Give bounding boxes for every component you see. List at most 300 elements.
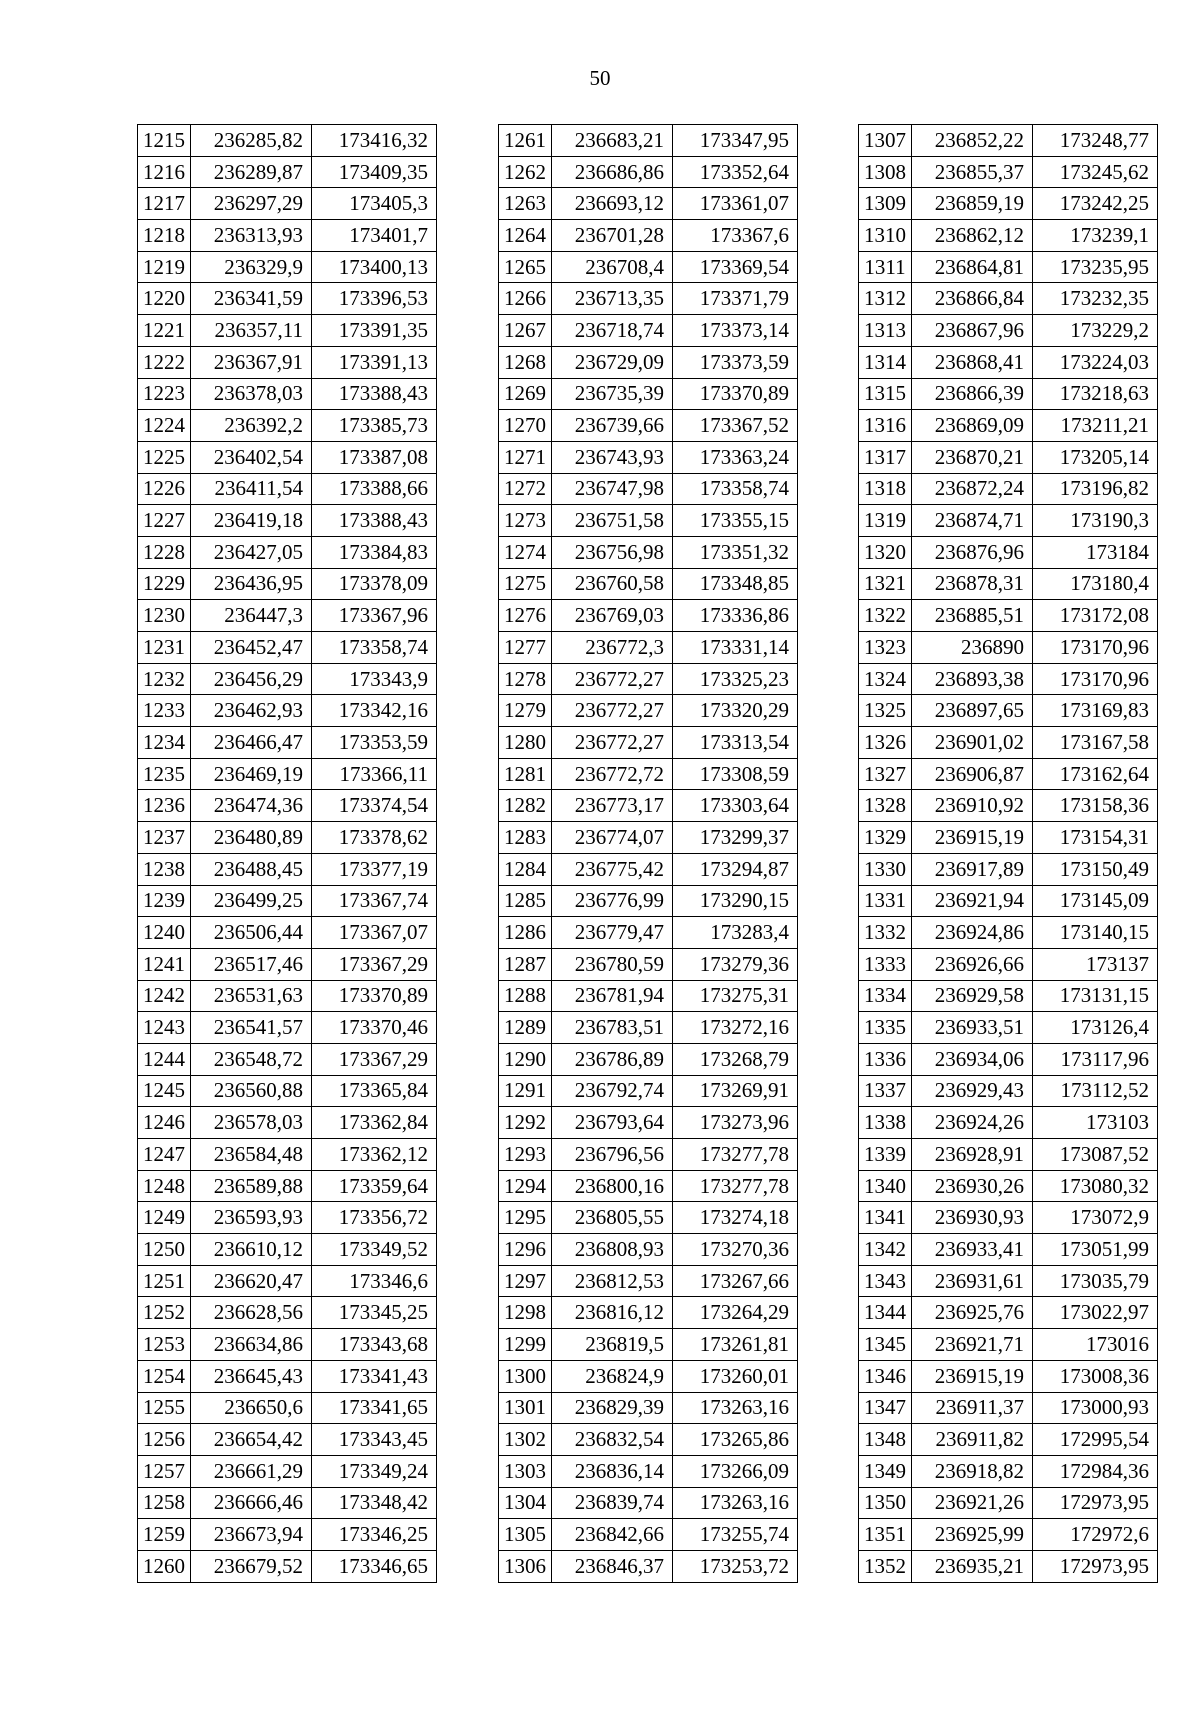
table-row xyxy=(499,1075,798,1107)
table-row xyxy=(138,1487,437,1519)
x-coordinate-cell: 236419,18 xyxy=(191,505,312,537)
table-row xyxy=(138,156,437,188)
point-number-cell: 1273 xyxy=(499,505,552,537)
x-coordinate-cell: 236926,66 xyxy=(912,948,1033,980)
y-coordinate-cell: 173367,29 xyxy=(312,1043,437,1075)
y-coordinate-cell: 173367,74 xyxy=(312,885,437,917)
table-row xyxy=(499,980,798,1012)
table-row xyxy=(499,1329,798,1361)
y-coordinate-cell: 173154,31 xyxy=(1033,822,1158,854)
y-coordinate-cell: 173370,46 xyxy=(312,1012,437,1044)
table-row xyxy=(138,1455,437,1487)
point-number-cell: 1298 xyxy=(499,1297,552,1329)
point-number-cell: 1322 xyxy=(859,600,912,632)
point-number-cell: 1295 xyxy=(499,1202,552,1234)
point-number-cell: 1290 xyxy=(499,1043,552,1075)
y-coordinate-cell: 173378,09 xyxy=(312,568,437,600)
table-row xyxy=(138,1012,437,1044)
x-coordinate-cell: 236531,63 xyxy=(191,980,312,1012)
table-row xyxy=(138,1202,437,1234)
point-number-cell: 1265 xyxy=(499,251,552,283)
table-row xyxy=(138,346,437,378)
y-coordinate-cell: 173387,08 xyxy=(312,441,437,473)
table-row xyxy=(138,188,437,220)
point-number-cell: 1217 xyxy=(138,188,191,220)
x-coordinate-cell: 236933,51 xyxy=(912,1012,1033,1044)
table-row xyxy=(859,125,1158,157)
table-row xyxy=(859,1139,1158,1171)
y-coordinate-cell: 173346,25 xyxy=(312,1519,437,1551)
x-coordinate-cell: 236805,55 xyxy=(552,1202,673,1234)
table-row xyxy=(138,283,437,315)
y-coordinate-cell: 173361,07 xyxy=(673,188,798,220)
table-row xyxy=(499,1550,798,1582)
y-coordinate-cell: 173299,37 xyxy=(673,822,798,854)
point-number-cell: 1302 xyxy=(499,1424,552,1456)
table-row xyxy=(138,1234,437,1266)
point-number-cell: 1335 xyxy=(859,1012,912,1044)
table-row xyxy=(138,1043,437,1075)
y-coordinate-cell: 173409,35 xyxy=(312,156,437,188)
y-coordinate-cell: 173260,01 xyxy=(673,1360,798,1392)
x-coordinate-cell: 236447,3 xyxy=(191,600,312,632)
point-number-cell: 1249 xyxy=(138,1202,191,1234)
point-number-cell: 1243 xyxy=(138,1012,191,1044)
point-number-cell: 1258 xyxy=(138,1487,191,1519)
table-row xyxy=(499,1139,798,1171)
point-number-cell: 1225 xyxy=(138,441,191,473)
table-row xyxy=(859,315,1158,347)
point-number-cell: 1313 xyxy=(859,315,912,347)
table-row xyxy=(859,600,1158,632)
x-coordinate-cell: 236584,48 xyxy=(191,1139,312,1171)
table-row xyxy=(138,378,437,410)
table-row xyxy=(499,1360,798,1392)
point-number-cell: 1309 xyxy=(859,188,912,220)
table-row xyxy=(138,1329,437,1361)
point-number-cell: 1235 xyxy=(138,758,191,790)
y-coordinate-cell: 172995,54 xyxy=(1033,1424,1158,1456)
point-number-cell: 1337 xyxy=(859,1075,912,1107)
table-row xyxy=(859,727,1158,759)
x-coordinate-cell: 236735,39 xyxy=(552,378,673,410)
table-row xyxy=(138,1424,437,1456)
point-number-cell: 1333 xyxy=(859,948,912,980)
point-number-cell: 1327 xyxy=(859,758,912,790)
y-coordinate-cell: 173370,89 xyxy=(673,378,798,410)
table-row xyxy=(138,980,437,1012)
point-number-cell: 1241 xyxy=(138,948,191,980)
table-row xyxy=(499,441,798,473)
x-coordinate-cell: 236661,29 xyxy=(191,1455,312,1487)
y-coordinate-cell: 173405,3 xyxy=(312,188,437,220)
y-coordinate-cell: 173348,42 xyxy=(312,1487,437,1519)
table-row xyxy=(138,1265,437,1297)
y-coordinate-cell: 173196,82 xyxy=(1033,473,1158,505)
point-number-cell: 1237 xyxy=(138,822,191,854)
x-coordinate-cell: 236829,39 xyxy=(552,1392,673,1424)
y-coordinate-cell: 173274,18 xyxy=(673,1202,798,1234)
y-coordinate-cell: 172973,95 xyxy=(1033,1487,1158,1519)
y-coordinate-cell: 173229,2 xyxy=(1033,315,1158,347)
point-number-cell: 1296 xyxy=(499,1234,552,1266)
x-coordinate-cell: 236718,74 xyxy=(552,315,673,347)
point-number-cell: 1345 xyxy=(859,1329,912,1361)
table-row xyxy=(859,948,1158,980)
x-coordinate-cell: 236452,47 xyxy=(191,632,312,664)
table-row xyxy=(499,1012,798,1044)
table-row xyxy=(138,790,437,822)
point-number-cell: 1346 xyxy=(859,1360,912,1392)
x-coordinate-cell: 236921,26 xyxy=(912,1487,1033,1519)
x-coordinate-cell: 236846,37 xyxy=(552,1550,673,1582)
y-coordinate-cell: 172984,36 xyxy=(1033,1455,1158,1487)
point-number-cell: 1224 xyxy=(138,410,191,442)
point-number-cell: 1271 xyxy=(499,441,552,473)
x-coordinate-cell: 236474,36 xyxy=(191,790,312,822)
point-number-cell: 1272 xyxy=(499,473,552,505)
y-coordinate-cell: 173016 xyxy=(1033,1329,1158,1361)
x-coordinate-cell: 236548,72 xyxy=(191,1043,312,1075)
x-coordinate-cell: 236772,72 xyxy=(552,758,673,790)
y-coordinate-cell: 173072,9 xyxy=(1033,1202,1158,1234)
y-coordinate-cell: 173362,84 xyxy=(312,1107,437,1139)
x-coordinate-cell: 236935,21 xyxy=(912,1550,1033,1582)
x-coordinate-cell: 236874,71 xyxy=(912,505,1033,537)
y-coordinate-cell: 173374,54 xyxy=(312,790,437,822)
x-coordinate-cell: 236610,12 xyxy=(191,1234,312,1266)
x-coordinate-cell: 236666,46 xyxy=(191,1487,312,1519)
x-coordinate-cell: 236917,89 xyxy=(912,853,1033,885)
table-row xyxy=(138,410,437,442)
point-number-cell: 1305 xyxy=(499,1519,552,1551)
y-coordinate-cell: 173232,35 xyxy=(1033,283,1158,315)
x-coordinate-cell: 236772,27 xyxy=(552,695,673,727)
x-coordinate-cell: 236824,9 xyxy=(552,1360,673,1392)
point-number-cell: 1340 xyxy=(859,1170,912,1202)
table-row xyxy=(138,632,437,664)
y-coordinate-cell: 173150,49 xyxy=(1033,853,1158,885)
point-number-cell: 1276 xyxy=(499,600,552,632)
x-coordinate-cell: 236783,51 xyxy=(552,1012,673,1044)
table-row xyxy=(499,1202,798,1234)
point-number-cell: 1215 xyxy=(138,125,191,157)
x-coordinate-cell: 236774,07 xyxy=(552,822,673,854)
x-coordinate-cell: 236411,54 xyxy=(191,473,312,505)
table-row xyxy=(499,948,798,980)
x-coordinate-cell: 236367,91 xyxy=(191,346,312,378)
x-coordinate-cell: 236862,12 xyxy=(912,220,1033,252)
x-coordinate-cell: 236928,91 xyxy=(912,1139,1033,1171)
point-number-cell: 1323 xyxy=(859,632,912,664)
table-row xyxy=(138,125,437,157)
table-row xyxy=(859,1075,1158,1107)
table-row xyxy=(859,536,1158,568)
y-coordinate-cell: 173117,96 xyxy=(1033,1043,1158,1075)
y-coordinate-cell: 173184 xyxy=(1033,536,1158,568)
y-coordinate-cell: 173275,31 xyxy=(673,980,798,1012)
table-row xyxy=(138,758,437,790)
point-number-cell: 1311 xyxy=(859,251,912,283)
point-number-cell: 1251 xyxy=(138,1265,191,1297)
table-row xyxy=(859,1550,1158,1582)
y-coordinate-cell: 172973,95 xyxy=(1033,1550,1158,1582)
x-coordinate-cell: 236469,19 xyxy=(191,758,312,790)
y-coordinate-cell: 173158,36 xyxy=(1033,790,1158,822)
point-number-cell: 1282 xyxy=(499,790,552,822)
x-coordinate-cell: 236620,47 xyxy=(191,1265,312,1297)
y-coordinate-cell: 173253,72 xyxy=(673,1550,798,1582)
x-coordinate-cell: 236679,52 xyxy=(191,1550,312,1582)
point-number-cell: 1252 xyxy=(138,1297,191,1329)
table-row xyxy=(138,220,437,252)
point-number-cell: 1260 xyxy=(138,1550,191,1582)
table-row xyxy=(859,790,1158,822)
y-coordinate-cell: 173346,65 xyxy=(312,1550,437,1582)
point-number-cell: 1285 xyxy=(499,885,552,917)
x-coordinate-cell: 236456,29 xyxy=(191,663,312,695)
y-coordinate-cell: 173137 xyxy=(1033,948,1158,980)
y-coordinate-cell: 173341,65 xyxy=(312,1392,437,1424)
x-coordinate-cell: 236911,37 xyxy=(912,1392,1033,1424)
table-row xyxy=(499,505,798,537)
point-number-cell: 1277 xyxy=(499,632,552,664)
y-coordinate-cell: 173391,13 xyxy=(312,346,437,378)
table-row xyxy=(859,188,1158,220)
x-coordinate-cell: 236921,71 xyxy=(912,1329,1033,1361)
x-coordinate-cell: 236915,19 xyxy=(912,1360,1033,1392)
y-coordinate-cell: 173261,81 xyxy=(673,1329,798,1361)
table-row xyxy=(499,315,798,347)
x-coordinate-cell: 236466,47 xyxy=(191,727,312,759)
x-coordinate-cell: 236650,6 xyxy=(191,1392,312,1424)
point-number-cell: 1264 xyxy=(499,220,552,252)
x-coordinate-cell: 236890 xyxy=(912,632,1033,664)
point-number-cell: 1256 xyxy=(138,1424,191,1456)
y-coordinate-cell: 173343,68 xyxy=(312,1329,437,1361)
x-coordinate-cell: 236866,39 xyxy=(912,378,1033,410)
point-number-cell: 1250 xyxy=(138,1234,191,1266)
table-row xyxy=(499,727,798,759)
x-coordinate-cell: 236701,28 xyxy=(552,220,673,252)
point-number-cell: 1312 xyxy=(859,283,912,315)
point-number-cell: 1330 xyxy=(859,853,912,885)
y-coordinate-cell: 173384,83 xyxy=(312,536,437,568)
table-row xyxy=(138,441,437,473)
table-row xyxy=(138,473,437,505)
point-number-cell: 1334 xyxy=(859,980,912,1012)
table-row xyxy=(138,251,437,283)
point-number-cell: 1307 xyxy=(859,125,912,157)
x-coordinate-cell: 236934,06 xyxy=(912,1043,1033,1075)
y-coordinate-cell: 173331,14 xyxy=(673,632,798,664)
table-row xyxy=(138,600,437,632)
x-coordinate-cell: 236864,81 xyxy=(912,251,1033,283)
point-number-cell: 1352 xyxy=(859,1550,912,1582)
y-coordinate-cell: 173367,29 xyxy=(312,948,437,980)
y-coordinate-cell: 173343,45 xyxy=(312,1424,437,1456)
point-number-cell: 1329 xyxy=(859,822,912,854)
coordinate-table-1 xyxy=(137,124,437,1583)
point-number-cell: 1287 xyxy=(499,948,552,980)
table-row xyxy=(499,378,798,410)
table-row xyxy=(859,156,1158,188)
table-row xyxy=(859,695,1158,727)
y-coordinate-cell: 173283,4 xyxy=(673,917,798,949)
table-row xyxy=(859,1487,1158,1519)
y-coordinate-cell: 173353,59 xyxy=(312,727,437,759)
table-row xyxy=(138,505,437,537)
point-number-cell: 1254 xyxy=(138,1360,191,1392)
point-number-cell: 1266 xyxy=(499,283,552,315)
y-coordinate-cell: 173367,96 xyxy=(312,600,437,632)
y-coordinate-cell: 173277,78 xyxy=(673,1139,798,1171)
point-number-cell: 1347 xyxy=(859,1392,912,1424)
y-coordinate-cell: 173349,52 xyxy=(312,1234,437,1266)
table-row xyxy=(499,790,798,822)
table-row xyxy=(859,251,1158,283)
y-coordinate-cell: 173356,72 xyxy=(312,1202,437,1234)
y-coordinate-cell: 173358,74 xyxy=(312,632,437,664)
y-coordinate-cell: 173279,36 xyxy=(673,948,798,980)
y-coordinate-cell: 173369,54 xyxy=(673,251,798,283)
x-coordinate-cell: 236480,89 xyxy=(191,822,312,854)
table-row xyxy=(859,1392,1158,1424)
point-number-cell: 1297 xyxy=(499,1265,552,1297)
point-number-cell: 1245 xyxy=(138,1075,191,1107)
table-row xyxy=(499,251,798,283)
page-number: 50 xyxy=(589,66,611,90)
table-row xyxy=(859,1329,1158,1361)
table-row xyxy=(859,410,1158,442)
y-coordinate-cell: 173355,15 xyxy=(673,505,798,537)
point-number-cell: 1229 xyxy=(138,568,191,600)
table-row xyxy=(859,1043,1158,1075)
point-number-cell: 1269 xyxy=(499,378,552,410)
table-row xyxy=(138,822,437,854)
y-coordinate-cell: 173269,91 xyxy=(673,1075,798,1107)
y-coordinate-cell: 173080,32 xyxy=(1033,1170,1158,1202)
y-coordinate-cell: 173172,08 xyxy=(1033,600,1158,632)
x-coordinate-cell: 236901,02 xyxy=(912,727,1033,759)
point-number-cell: 1341 xyxy=(859,1202,912,1234)
table-row xyxy=(499,536,798,568)
x-coordinate-cell: 236872,24 xyxy=(912,473,1033,505)
x-coordinate-cell: 236915,19 xyxy=(912,822,1033,854)
table-row xyxy=(859,632,1158,664)
x-coordinate-cell: 236772,3 xyxy=(552,632,673,664)
point-number-cell: 1283 xyxy=(499,822,552,854)
x-coordinate-cell: 236756,98 xyxy=(552,536,673,568)
y-coordinate-cell: 173190,3 xyxy=(1033,505,1158,537)
y-coordinate-cell: 173035,79 xyxy=(1033,1265,1158,1297)
point-number-cell: 1344 xyxy=(859,1297,912,1329)
y-coordinate-cell: 173373,14 xyxy=(673,315,798,347)
y-coordinate-cell: 173396,53 xyxy=(312,283,437,315)
table-row xyxy=(499,1424,798,1456)
x-coordinate-cell: 236488,45 xyxy=(191,853,312,885)
x-coordinate-cell: 236897,65 xyxy=(912,695,1033,727)
x-coordinate-cell: 236868,41 xyxy=(912,346,1033,378)
table-row xyxy=(138,663,437,695)
table-row xyxy=(499,1455,798,1487)
point-number-cell: 1315 xyxy=(859,378,912,410)
x-coordinate-cell: 236462,93 xyxy=(191,695,312,727)
x-coordinate-cell: 236925,99 xyxy=(912,1519,1033,1551)
point-number-cell: 1306 xyxy=(499,1550,552,1582)
x-coordinate-cell: 236924,26 xyxy=(912,1107,1033,1139)
x-coordinate-cell: 236773,17 xyxy=(552,790,673,822)
point-number-cell: 1262 xyxy=(499,156,552,188)
point-number-cell: 1314 xyxy=(859,346,912,378)
table-row xyxy=(138,1297,437,1329)
y-coordinate-cell: 173239,1 xyxy=(1033,220,1158,252)
point-number-cell: 1293 xyxy=(499,1139,552,1171)
point-number-cell: 1248 xyxy=(138,1170,191,1202)
x-coordinate-cell: 236911,82 xyxy=(912,1424,1033,1456)
y-coordinate-cell: 173345,25 xyxy=(312,1297,437,1329)
y-coordinate-cell: 173103 xyxy=(1033,1107,1158,1139)
table-row xyxy=(859,568,1158,600)
y-coordinate-cell: 173371,79 xyxy=(673,283,798,315)
x-coordinate-cell: 236776,99 xyxy=(552,885,673,917)
y-coordinate-cell: 173170,96 xyxy=(1033,663,1158,695)
coordinate-table-3 xyxy=(858,124,1158,1583)
y-coordinate-cell: 173303,64 xyxy=(673,790,798,822)
table-row xyxy=(859,1234,1158,1266)
point-number-cell: 1321 xyxy=(859,568,912,600)
point-number-cell: 1294 xyxy=(499,1170,552,1202)
y-coordinate-cell: 173363,24 xyxy=(673,441,798,473)
point-number-cell: 1246 xyxy=(138,1107,191,1139)
x-coordinate-cell: 236760,58 xyxy=(552,568,673,600)
table-row xyxy=(499,1392,798,1424)
y-coordinate-cell: 173367,6 xyxy=(673,220,798,252)
table-row xyxy=(499,1265,798,1297)
y-coordinate-cell: 173022,97 xyxy=(1033,1297,1158,1329)
y-coordinate-cell: 173347,95 xyxy=(673,125,798,157)
point-number-cell: 1238 xyxy=(138,853,191,885)
y-coordinate-cell: 173416,32 xyxy=(312,125,437,157)
x-coordinate-cell: 236578,03 xyxy=(191,1107,312,1139)
table-row xyxy=(499,758,798,790)
y-coordinate-cell: 173388,66 xyxy=(312,473,437,505)
y-coordinate-cell: 173341,43 xyxy=(312,1360,437,1392)
x-coordinate-cell: 236793,64 xyxy=(552,1107,673,1139)
y-coordinate-cell: 173313,54 xyxy=(673,727,798,759)
point-number-cell: 1339 xyxy=(859,1139,912,1171)
point-number-cell: 1288 xyxy=(499,980,552,1012)
y-coordinate-cell: 173308,59 xyxy=(673,758,798,790)
table-row xyxy=(859,1519,1158,1551)
table-row xyxy=(859,473,1158,505)
x-coordinate-cell: 236779,47 xyxy=(552,917,673,949)
x-coordinate-cell: 236673,94 xyxy=(191,1519,312,1551)
x-coordinate-cell: 236893,38 xyxy=(912,663,1033,695)
y-coordinate-cell: 173343,9 xyxy=(312,663,437,695)
table-row xyxy=(859,1455,1158,1487)
table-row xyxy=(499,822,798,854)
table-row xyxy=(138,1075,437,1107)
x-coordinate-cell: 236918,82 xyxy=(912,1455,1033,1487)
y-coordinate-cell: 173401,7 xyxy=(312,220,437,252)
x-coordinate-cell: 236929,58 xyxy=(912,980,1033,1012)
table-row xyxy=(859,885,1158,917)
table-row xyxy=(499,663,798,695)
y-coordinate-cell: 173366,11 xyxy=(312,758,437,790)
table-row xyxy=(138,853,437,885)
point-number-cell: 1255 xyxy=(138,1392,191,1424)
